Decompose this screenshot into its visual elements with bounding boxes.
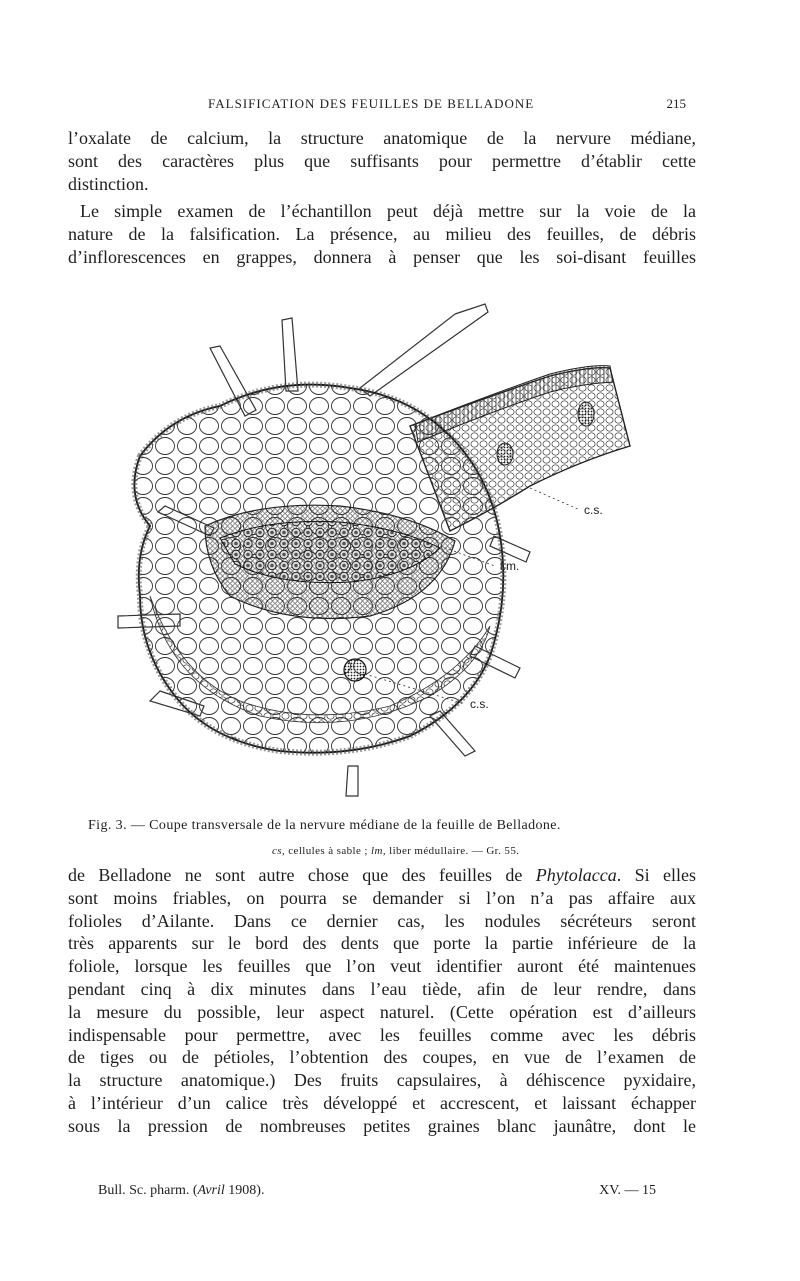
label-cs-lower: c.s.	[470, 697, 489, 711]
text-line: distinction.	[68, 173, 149, 194]
figure-legend	[272, 845, 519, 857]
paragraph-1	[68, 127, 696, 195]
text-line	[68, 864, 696, 887]
figure-caption: Fig. 3. — Coupe transversale de la nervure médiane de la feuille de Belladone.	[88, 818, 561, 833]
paragraph-3	[68, 864, 696, 1138]
text-line: de tiges ou de pétioles, l’obtention des coupes, en vue de l’examen de	[68, 1047, 696, 1068]
text-line: très apparents sur le bord des dents que porte la partie inférieure de la	[68, 933, 696, 954]
text-line: sont moins friables, on pourra se demander si l’on n’a pas affaire aux	[68, 887, 696, 908]
signature-mark: XV. — 15	[599, 1183, 656, 1198]
label-lm: l.m.	[500, 559, 520, 573]
text-line: folioles d’Ailante. Dans ce dernier cas, les nodules sécréteurs seront	[68, 910, 696, 931]
text-line: pendant cinq à dix minutes dans l’eau tiède, afin de leur rendre, dans	[68, 978, 696, 999]
text-line: nature de la falsification. La présence, au milieu des feuilles, de débris	[68, 223, 696, 244]
running-head	[68, 96, 700, 118]
text-fragment: . Si elles	[616, 865, 697, 885]
text-line: indispensable pour permettre, avec les feuilles comme avec les débris	[68, 1024, 696, 1045]
running-title: FALSIFICATION DES FEUILLES DE BELLADONE	[208, 96, 535, 111]
text-line: sous la pression de nombreuses petites graines blanc jaunâtre, dont le	[68, 1115, 696, 1136]
page-footer	[98, 1183, 698, 1203]
legend-lm-text: , liber médullaire. — Gr. 55.	[382, 845, 520, 857]
citation-month: Avril	[197, 1183, 225, 1198]
citation-suffix: 1908).	[224, 1183, 265, 1198]
figure-leaf-midrib-section	[110, 296, 710, 816]
page-number: 215	[666, 96, 686, 111]
legend-cs-text: , cellules à sable ;	[281, 845, 372, 857]
paragraph-2	[68, 200, 696, 268]
text-line: d’inflorescences en grappes, donnera à penser que les soi-disant feuilles	[68, 246, 696, 267]
text-line: à l’intérieur d’un calice très développé et accrescent, et laissant échapper	[68, 1092, 696, 1113]
taxon-name: Phytolacca	[535, 865, 617, 885]
text-line: sont des caractères plus que suffisants pour permettre d’établir cette	[68, 150, 696, 171]
journal-citation	[98, 1183, 264, 1199]
text-line: la mesure du possible, leur aspect naturel. (Cette opération est d’ailleurs	[68, 1001, 696, 1022]
text-line: foliole, lorsque les feuilles que l’on veut identifier auront été maintenues	[68, 956, 696, 977]
text-line: la structure anatomique.) Des fruits capsulaires, à déhiscence pyxidaire,	[68, 1070, 696, 1091]
legend-lm-abbr: lm	[371, 845, 383, 857]
legend-cs-abbr: cs	[272, 845, 282, 857]
leaf-section-illustration	[110, 296, 710, 816]
label-cs-upper: c.s.	[584, 503, 603, 517]
text-line: l’oxalate de calcium, la structure anatomique de la nervure médiane,	[68, 128, 696, 148]
text-fragment: de Belladone ne sont autre chose que des feuilles de	[68, 865, 536, 885]
text-line: Le simple examen de l’échantillon peut déjà mettre sur la voie de la	[80, 201, 696, 221]
midrib	[134, 385, 503, 753]
citation-prefix: Bull. Sc. pharm. (	[98, 1183, 198, 1198]
